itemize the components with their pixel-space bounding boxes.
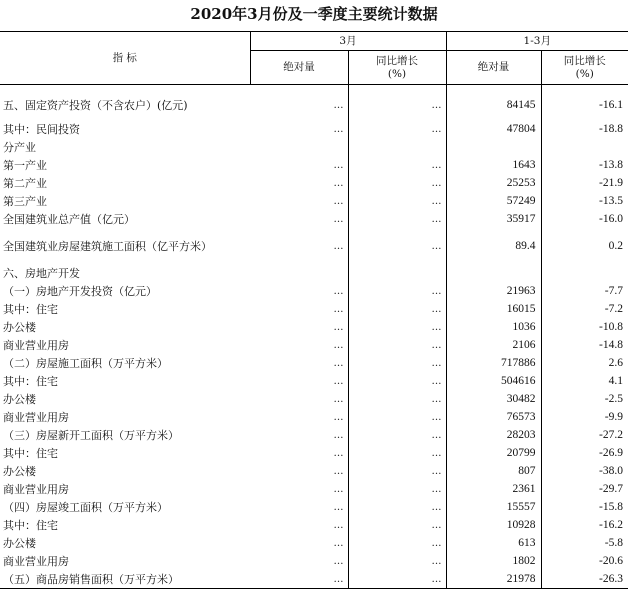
table-row (0, 355, 628, 373)
table-row (0, 463, 628, 481)
statistics-table (0, 31, 628, 589)
month-yoy-cell: … (348, 193, 446, 211)
month-absolute-cell: … (333, 376, 343, 387)
cum-absolute-cell: 1036 (446, 319, 541, 337)
table-row (0, 157, 628, 175)
cum-absolute-cell: 16015 (446, 301, 541, 319)
month-absolute-cell: … (333, 394, 343, 405)
row-label: 其中：住宅 (3, 519, 58, 532)
cum-yoy-cell: -15.8 (541, 499, 628, 517)
row-label: 第三产业 (3, 195, 47, 208)
header-month-yoy-line2: (%) (387, 67, 407, 80)
row-label: 商业营业用房 (3, 411, 69, 424)
cum-yoy-cell: 0.2 (541, 229, 628, 265)
cum-absolute-cell: 807 (446, 463, 541, 481)
month-yoy-cell: … (348, 571, 446, 589)
month-absolute-cell: … (333, 124, 343, 135)
month-yoy-cell: … (348, 211, 446, 229)
month-yoy-cell: … (348, 319, 446, 337)
table-row (0, 499, 628, 517)
row-label: 第二产业 (3, 177, 47, 190)
cum-absolute-cell: 30482 (446, 391, 541, 409)
month-absolute-cell: … (333, 340, 343, 351)
month-yoy-cell: … (348, 301, 446, 319)
cum-absolute-cell (446, 265, 541, 283)
cum-yoy-cell: -5.8 (541, 535, 628, 553)
row-label: 其中：住宅 (3, 375, 58, 388)
table-row (0, 211, 628, 229)
month-absolute-cell: … (250, 571, 348, 589)
row-label: （四）房屋竣工面积（万平方米） (3, 501, 168, 514)
header-indicator: 指 标 (0, 32, 250, 85)
month-yoy-cell: … (348, 337, 446, 355)
month-yoy-cell: … (348, 445, 446, 463)
table-row (0, 193, 628, 211)
cum-yoy-cell: -10.8 (541, 319, 628, 337)
table-row (0, 517, 628, 535)
month-yoy-cell: … (348, 121, 446, 139)
table-row (0, 121, 628, 139)
cum-yoy-cell: -21.9 (541, 175, 628, 193)
row-label: 办公楼 (3, 321, 36, 334)
cum-yoy-cell: -38.0 (541, 463, 628, 481)
cum-absolute-cell: 2361 (446, 481, 541, 499)
table-row (0, 229, 628, 265)
cum-yoy-cell: -13.8 (541, 157, 628, 175)
row-label: 办公楼 (3, 393, 36, 406)
header-group-month: 3月 (250, 32, 446, 51)
month-yoy-cell: … (348, 499, 446, 517)
month-absolute-cell (250, 139, 348, 157)
cum-absolute-cell: 28203 (446, 427, 541, 445)
month-yoy-cell: … (348, 355, 446, 373)
cum-yoy-cell: -26.3 (541, 571, 628, 589)
row-label: 其中：民间投资 (3, 123, 80, 136)
row-label: 第一产业 (3, 159, 47, 172)
month-yoy-cell: … (348, 481, 446, 499)
table-row (0, 319, 628, 337)
cum-yoy-cell: -29.7 (541, 481, 628, 499)
header-row-groups (0, 32, 628, 51)
cum-absolute-cell: 2106 (446, 337, 541, 355)
table-row (0, 283, 628, 301)
header-cum-yoy-line2: (%) (575, 67, 594, 80)
month-yoy-cell: … (348, 283, 446, 301)
month-absolute-cell: … (333, 502, 343, 513)
cum-yoy-cell: -16.2 (541, 517, 628, 535)
cum-yoy-cell (541, 265, 628, 283)
month-yoy-cell: … (348, 175, 446, 193)
month-absolute-cell (250, 265, 348, 283)
table-row (0, 481, 628, 499)
page-title: 2020年3月份及一季度主要统计数据 (190, 5, 438, 23)
month-absolute-cell: … (333, 241, 343, 252)
month-absolute-cell: … (333, 196, 343, 207)
header-cum-absolute: 绝对量 (446, 51, 541, 85)
table-row (0, 373, 628, 391)
table-row (0, 265, 628, 283)
cum-yoy-cell: -7.2 (541, 301, 628, 319)
table-row (0, 445, 628, 463)
month-absolute-cell: … (333, 484, 343, 495)
row-label: 商业营业用房 (3, 483, 69, 496)
cum-absolute-cell: 76573 (446, 409, 541, 427)
cum-absolute-cell: 20799 (446, 445, 541, 463)
month-yoy-cell: … (348, 409, 446, 427)
cum-absolute-cell: 1802 (446, 553, 541, 571)
row-label: （一）房地产开发投资（亿元） (3, 285, 157, 298)
month-yoy-cell: … (348, 157, 446, 175)
month-yoy-cell: … (348, 553, 446, 571)
month-yoy-cell: … (348, 463, 446, 481)
cum-yoy-cell: -20.6 (541, 553, 628, 571)
cum-yoy-cell: -16.0 (541, 211, 628, 229)
month-yoy-cell: … (348, 427, 446, 445)
cum-absolute-cell: 21963 (446, 283, 541, 301)
row-label: 五、固定资产投资（不含农户）(亿元) (3, 99, 188, 113)
month-absolute-cell: … (333, 520, 343, 531)
month-absolute-cell: … (333, 556, 343, 567)
month-yoy-cell: … (348, 229, 446, 265)
cum-yoy-cell: -2.5 (541, 391, 628, 409)
cum-yoy-cell: -16.1 (541, 85, 628, 121)
cum-absolute-cell: 613 (446, 535, 541, 553)
row-label: 商业营业用房 (3, 339, 69, 352)
cum-absolute-cell (446, 139, 541, 157)
month-absolute-cell: … (333, 448, 343, 459)
cum-yoy-cell: -7.7 (541, 283, 628, 301)
row-label: 商业营业用房 (3, 555, 69, 568)
month-absolute-cell: … (333, 178, 343, 189)
cum-yoy-cell: -14.8 (541, 337, 628, 355)
cum-yoy-cell: -9.9 (541, 409, 628, 427)
row-label: 全国建筑业总产值（亿元） (3, 213, 135, 226)
cum-absolute-cell: 84145 (446, 85, 541, 121)
header-month-yoy-line1: 同比增长 (376, 54, 418, 67)
row-label: 六、房地产开发 (3, 267, 80, 280)
table-row (0, 553, 628, 571)
row-label: 其中：住宅 (3, 447, 58, 460)
month-absolute-cell: … (333, 358, 343, 369)
row-label: 其中：住宅 (3, 303, 58, 316)
table-row (0, 427, 628, 445)
cum-absolute-cell: 57249 (446, 193, 541, 211)
table-row (0, 139, 628, 157)
table-row (0, 175, 628, 193)
month-yoy-cell: … (348, 517, 446, 535)
month-absolute-cell: … (333, 304, 343, 315)
cum-yoy-cell: 2.6 (541, 355, 628, 373)
cum-absolute-cell: 1643 (446, 157, 541, 175)
table-row (0, 535, 628, 553)
row-label: 办公楼 (3, 465, 36, 478)
cum-absolute-cell: 504616 (446, 373, 541, 391)
cum-absolute-cell: 15557 (446, 499, 541, 517)
table-row (0, 337, 628, 355)
row-label: （二）房屋施工面积（万平方米） (3, 357, 168, 370)
cum-absolute-cell: 717886 (446, 355, 541, 373)
header-group-cumulative: 1-3月 (446, 32, 628, 51)
cum-absolute-cell: 10928 (446, 517, 541, 535)
month-yoy-cell: … (348, 535, 446, 553)
header-month-absolute: 绝对量 (250, 51, 348, 85)
cum-yoy-cell: -13.5 (541, 193, 628, 211)
month-absolute-cell: … (333, 430, 343, 441)
header-cum-yoy (541, 51, 628, 85)
month-absolute-cell: … (333, 412, 343, 423)
row-label: 全国建筑业房屋建筑施工面积（亿平方米） (3, 240, 212, 253)
cum-yoy-cell: 4.1 (541, 373, 628, 391)
row-label: 办公楼 (3, 537, 36, 550)
cum-yoy-cell: -26.9 (541, 445, 628, 463)
header-month-yoy (348, 51, 446, 85)
row-label: （三）房屋新开工面积（万平方米） (3, 429, 179, 442)
row-label: （五）商品房销售面积（万平方米） (0, 571, 250, 589)
cum-absolute-cell: 47804 (446, 121, 541, 139)
cum-absolute-cell: 89.4 (446, 229, 541, 265)
month-yoy-cell: … (348, 85, 446, 121)
month-absolute-cell: … (333, 160, 343, 171)
month-yoy-cell: … (348, 373, 446, 391)
cum-yoy-cell (541, 139, 628, 157)
cum-absolute-cell: 35917 (446, 211, 541, 229)
row-label: 分产业 (3, 141, 36, 154)
cum-absolute-cell: 21978 (446, 571, 541, 589)
month-absolute-cell: … (333, 322, 343, 333)
cum-absolute-cell: 25253 (446, 175, 541, 193)
month-absolute-cell: … (333, 214, 343, 225)
month-yoy-cell (348, 265, 446, 283)
table-row (0, 85, 628, 121)
month-yoy-cell (348, 139, 446, 157)
table-row (0, 571, 628, 589)
cum-yoy-cell: -18.8 (541, 121, 628, 139)
header-cum-yoy-line1: 同比增长 (563, 54, 606, 67)
month-absolute-cell: … (333, 286, 343, 297)
table-row (0, 391, 628, 409)
table-row (0, 409, 628, 427)
table-row (0, 301, 628, 319)
month-absolute-cell: … (333, 538, 343, 549)
month-absolute-cell: … (333, 466, 343, 477)
month-absolute-cell: … (333, 100, 343, 112)
month-yoy-cell: … (348, 391, 446, 409)
cum-yoy-cell: -27.2 (541, 427, 628, 445)
